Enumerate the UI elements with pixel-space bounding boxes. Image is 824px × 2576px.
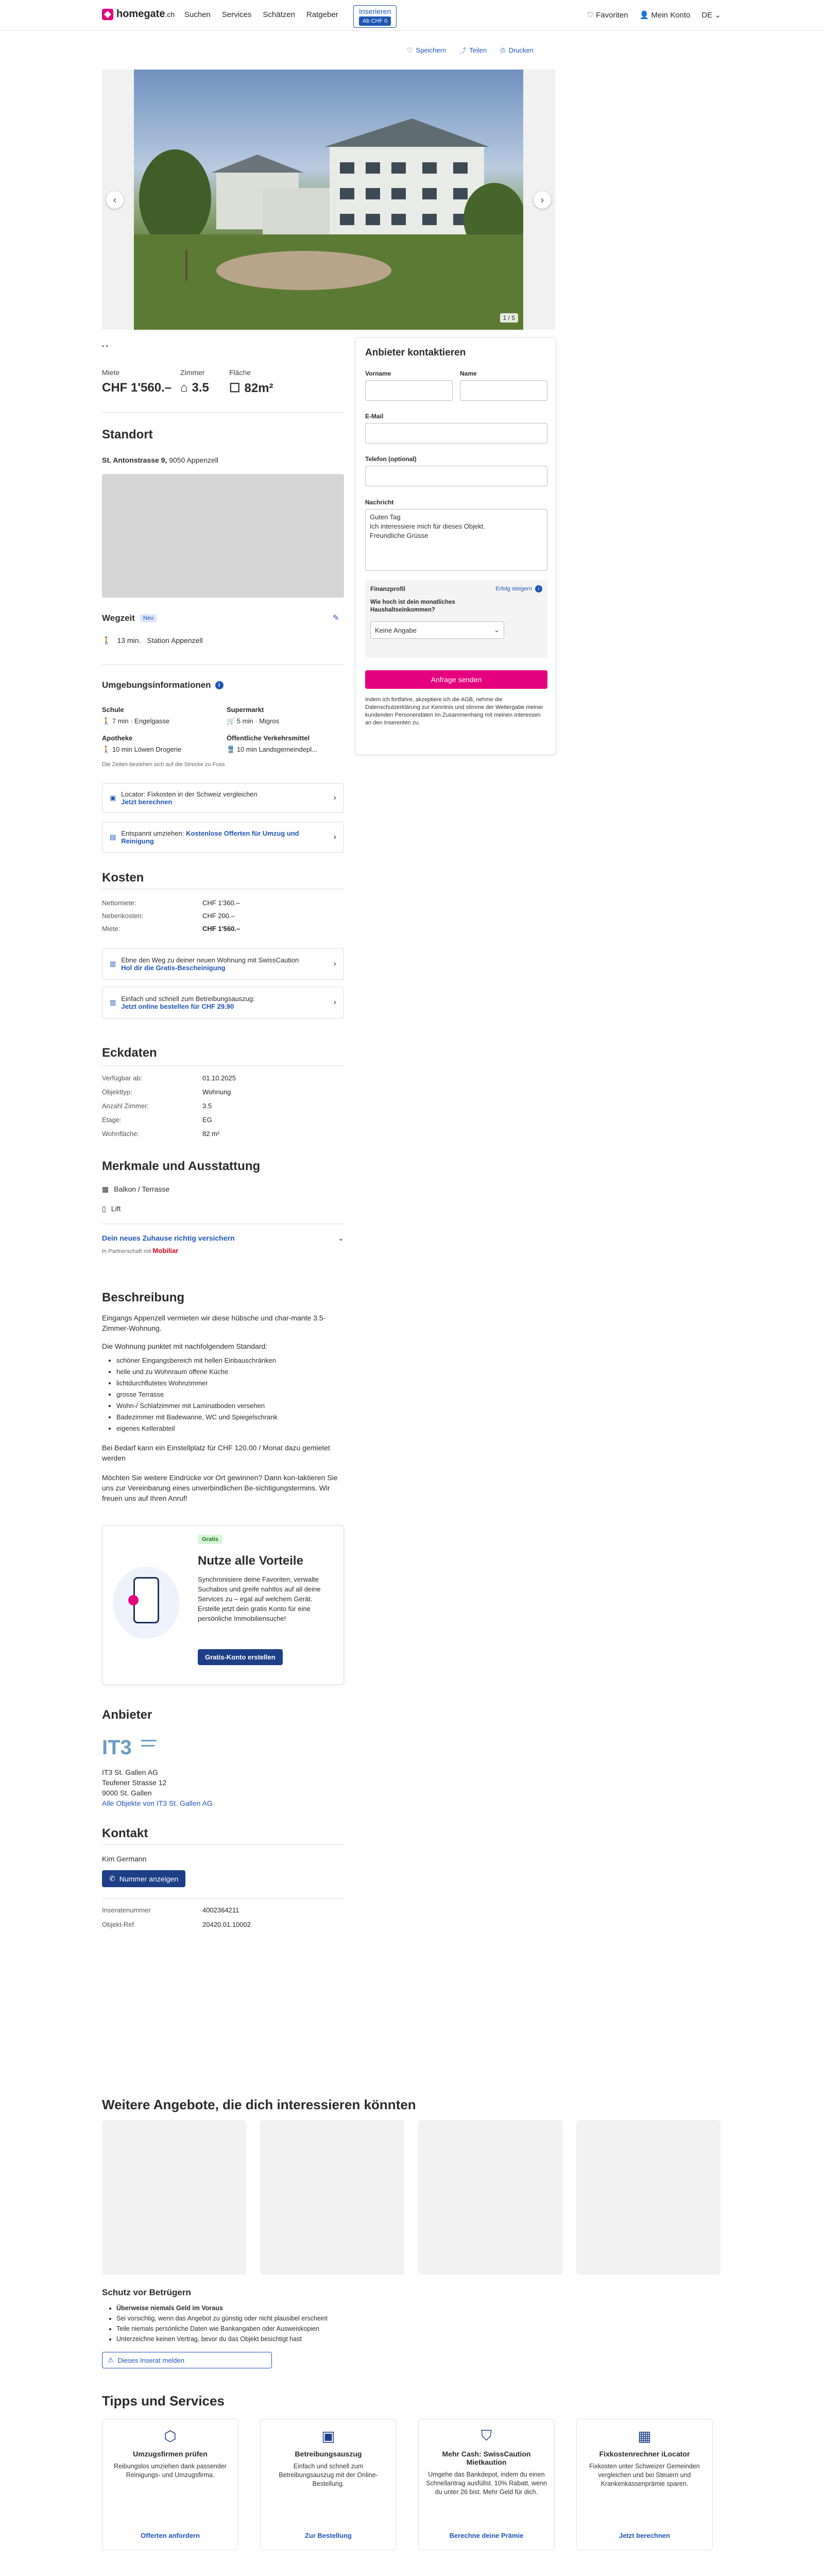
- user-icon: 👤: [639, 11, 649, 20]
- offer-placeholder[interactable]: [576, 2120, 720, 2275]
- promo-link: Hol dir die Gratis-Bescheinigung: [121, 964, 226, 972]
- promo-link: Jetzt berechnen: [121, 798, 173, 806]
- pharmacy-label: Apotheke: [102, 734, 133, 742]
- account-link[interactable]: [640, 10, 691, 20]
- gallery-dots[interactable]: • •: [102, 343, 108, 350]
- service-title: Umzugsfirmen prüfen: [133, 2450, 208, 2458]
- school-value: 7 min · Engelgasse: [112, 717, 170, 725]
- detail-label: Etage:: [102, 1116, 122, 1124]
- divider: [102, 1065, 344, 1066]
- contact-title: Kontakt: [102, 1826, 148, 1840]
- fraud-tip: • Sei vorsichtig, wenn das Angebot zu günstig oder nicht plausibel erscheint: [116, 2313, 328, 2324]
- detail-label: Anzahl Zimmer:: [102, 1102, 149, 1110]
- promo-text: Ebne den Weg zu deiner neuen Wohnung mit SwissCaution: [121, 956, 299, 964]
- save-button[interactable]: [407, 45, 446, 55]
- info-icon[interactable]: i: [215, 681, 224, 689]
- language-label: DE: [701, 11, 713, 20]
- commute-header: [102, 613, 157, 623]
- firstname-label: Vorname: [365, 370, 391, 377]
- detail-row: [102, 1074, 344, 1082]
- promo-text: Locator: Fixkosten in der Schweiz vergleichen: [121, 790, 258, 798]
- feature-item: [102, 1205, 121, 1213]
- report-label: Dieses Inserat melden: [117, 2356, 184, 2364]
- surroundings-note: Die Zeiten beziehen sich auf die Strecke zu Fuss: [102, 761, 225, 768]
- cost-value: CHF 1'360.–: [202, 899, 240, 907]
- walking-icon: 🚶: [102, 636, 111, 645]
- services-title: Tipps und Services: [102, 2393, 225, 2409]
- detail-row: [102, 1102, 344, 1110]
- promo-link: Jetzt online bestellen für CHF 29.90: [121, 1003, 234, 1010]
- gallery-prev-button[interactable]: [106, 191, 124, 209]
- bullet-item: • lichtdurchflutetes Wohnzimmer: [116, 1378, 278, 1389]
- promo-card-text: [121, 829, 328, 845]
- listing-actions: [407, 45, 534, 55]
- promo-card-text: [121, 995, 254, 1010]
- service-title: Betreibungsauszug: [295, 2450, 362, 2458]
- service-link[interactable]: Zur Bestellung: [304, 2532, 352, 2539]
- balcony-icon: ▦: [102, 1185, 109, 1193]
- brand-suffix: .ch: [165, 10, 175, 19]
- promo-text: Einfach und schnell zum Betreibungsauszug:: [121, 995, 255, 1003]
- chevron-left-icon: ‹: [113, 194, 116, 205]
- promo-card-text: [121, 790, 257, 806]
- feature-label: Balkon / Terrasse: [114, 1185, 170, 1193]
- location-title: Standort: [102, 428, 153, 442]
- pharmacy-row: [102, 745, 181, 754]
- lastname-label: Name: [460, 370, 477, 377]
- provider-street: Teufener Strasse 12: [102, 1778, 167, 1787]
- finance-profile: [365, 580, 547, 657]
- income-select[interactable]: [370, 621, 504, 639]
- service-link[interactable]: Offerten anfordern: [141, 2532, 200, 2539]
- finance-link-label: Erfolg steigern: [495, 586, 532, 592]
- detail-row: [102, 1130, 344, 1138]
- service-link[interactable]: Jetzt berechnen: [619, 2532, 670, 2539]
- commute-row: [102, 636, 203, 645]
- new-badge: Neu: [140, 614, 157, 622]
- info-icon: i: [535, 585, 542, 592]
- address-city: 9050 Appenzell: [169, 456, 218, 464]
- promo-link: Kostenlose Offerten für Umzug und Reinigung: [121, 829, 299, 845]
- pharmacy-value: 10 min Löwen Drogerie: [112, 745, 182, 753]
- email-label: E-Mail: [365, 413, 384, 420]
- advantages-title: Nutze alle Vorteile: [198, 1554, 303, 1568]
- surroundings-title: Umgebungsinformationen: [102, 680, 211, 690]
- service-card[interactable]: [260, 2419, 397, 2550]
- email-input[interactable]: [365, 423, 547, 444]
- save-label: Speichern: [416, 46, 447, 54]
- detail-label: Wohnfläche:: [102, 1130, 140, 1138]
- description-standard: Die Wohnung punktet mit nachfolgendem Standard:: [102, 1342, 268, 1350]
- promo-card-debt-extract[interactable]: [102, 987, 344, 1019]
- promo-card-text: [121, 956, 299, 972]
- provider-title: Anbieter: [102, 1708, 152, 1722]
- keyfig-area: [229, 368, 273, 396]
- detail-value: 01.10.2025: [202, 1074, 236, 1082]
- walking-icon: 🚶: [102, 745, 111, 753]
- nav-item-services[interactable]: Services: [221, 10, 252, 19]
- market-label: Supermarkt: [227, 706, 264, 714]
- house-icon: ⌂: [180, 381, 188, 395]
- school-row: [102, 717, 169, 725]
- cart-icon: 🛒: [227, 717, 235, 725]
- bullet-item: • eigenes Kellerabteil: [116, 1423, 278, 1434]
- object-ref: 20420.01.10002: [202, 1921, 251, 1928]
- create-account-button[interactable]: Gratis-Konto erstellen: [198, 1649, 283, 1665]
- detail-label: Verfügbar ab:: [102, 1074, 143, 1082]
- commute-time: 13 min.: [117, 636, 141, 645]
- school-label: Schule: [102, 706, 124, 714]
- chevron-down-icon: ⌄: [338, 1234, 344, 1242]
- phone-input[interactable]: [365, 466, 547, 486]
- chevron-right-icon: ›: [541, 194, 544, 205]
- insert-listing-button[interactable]: [353, 5, 397, 28]
- rooms-value: 3.5: [192, 381, 209, 395]
- service-text: Reibungslos umziehen dank passender Reinigungs- und Umzugsfirma.: [114, 2463, 227, 2479]
- feature-label: Lift: [111, 1205, 121, 1213]
- object-ref-label: Objekt-Ref.: [102, 1921, 136, 1928]
- nav-item-advisor[interactable]: Ratgeber: [306, 10, 338, 19]
- description-contact: Möchten Sie weitere Eindrücke vor Ort gewinnen? Dann kon-taktieren Sie uns zur Vereinbarung eines unverbindlichen Be-sichtigungstermins. Wir freuen uns auf Ihren Anruf!: [102, 1473, 338, 1502]
- chevron-right-icon: ›: [333, 793, 336, 802]
- provider-listings-link[interactable]: Alle Objekte von IT3 St. Gallen AG: [102, 1799, 213, 1807]
- keyfig-rooms: [180, 368, 209, 395]
- address-street: St. Antonstrasse 9,: [102, 456, 167, 464]
- finance-link[interactable]: [495, 585, 542, 592]
- advantages-card: [102, 1525, 344, 1685]
- cost-row: [102, 912, 344, 920]
- apartment-building-photo: [134, 70, 523, 330]
- header-right: [587, 10, 722, 20]
- lastname-input[interactable]: [460, 380, 547, 401]
- brand-name: homegate: [116, 8, 165, 20]
- fraud-tip: • Unterzeichne keinen Vertrag, bevor du das Objekt besichtigt hast: [116, 2334, 328, 2344]
- service-text: Fixkosten unter Schweizer Gemeinden vergleichen und bei Steuern und Krankenkassenprämie sparen.: [589, 2463, 700, 2487]
- description-intro: Eingangs Appenzell vermieten wir diese hübsche und char-mante 3.5-Zimmer-Wohnung.: [102, 1314, 326, 1332]
- advantages-text: Synchronisiere deine Favoriten, verwalte Suchabos und greife nahtlos auf all deine Services zu – egal auf welchem Gerät. Erstelle jetzt dein gratis Konto für eine persönliche Immobiliensuche!: [198, 1575, 321, 1622]
- commute-title: Wegzeit: [102, 613, 135, 623]
- bullet-item: • Badezimmer mit Badewanne, WC und Spiegelschrank: [116, 1412, 278, 1423]
- legal-text: Indem ich fortfahre, akzeptiere ich die AGB, nehme die Datenschutzerklärung zur Kenntnis und stimme der Weitergabe meiner kundenden Personendaten im Zusammenhang mit meinen Interessen an den Inserenten zu.: [365, 697, 543, 726]
- area-value: 82m²: [244, 381, 273, 395]
- bullet-item: • Wohn-/ Schlafzimmer mit Laminatboden versehen: [116, 1400, 278, 1412]
- contact-form-title: Anbieter kontaktieren: [365, 347, 466, 358]
- fraud-tip: • Teile niemals persönliche Daten wie Bankangaben oder Ausweiskopien: [116, 2324, 328, 2334]
- box-icon: ⬡: [164, 2428, 177, 2444]
- cost-label: Nettomiete:: [102, 899, 136, 907]
- truck-icon: ▤: [110, 833, 116, 841]
- walking-icon: 🚶: [102, 717, 111, 725]
- finance-title: Finanzprofil: [370, 585, 405, 592]
- detail-value: 82 m²: [202, 1130, 220, 1138]
- detail-value: Wohnung: [202, 1088, 231, 1096]
- description-bullets: [116, 1355, 278, 1434]
- insurance-link: Dein neues Zuhause richtig versichern: [102, 1234, 235, 1242]
- print-button[interactable]: [500, 45, 534, 55]
- phone-icon: ✆: [109, 1874, 115, 1883]
- provider-name: IT3 St. Gallen AG: [102, 1768, 158, 1776]
- document-icon: ▥: [110, 960, 116, 968]
- details-title: Eckdaten: [102, 1046, 157, 1060]
- fraud-tip: • Überweise niemals Geld im Voraus: [116, 2303, 328, 2313]
- warning-icon: ⚠: [108, 2356, 114, 2364]
- detail-value: EG: [202, 1116, 212, 1124]
- homegate-logo[interactable]: [102, 8, 175, 20]
- promo-card-locator[interactable]: [102, 783, 344, 813]
- feature-item: [102, 1185, 169, 1194]
- rent-value: CHF 1'560.–: [102, 381, 172, 395]
- listing-number-label: Inseratenummer: [102, 1906, 151, 1914]
- favorites-link[interactable]: [587, 10, 628, 20]
- send-request-button[interactable]: Anfrage senden: [365, 670, 547, 689]
- chevron-right-icon: ›: [333, 959, 336, 968]
- cost-value: CHF 1'560.–: [202, 925, 241, 933]
- surroundings-header: [102, 680, 224, 690]
- contact-form: [355, 337, 556, 755]
- location-map[interactable]: [102, 474, 344, 598]
- show-number-label: Nummer anzeigen: [119, 1874, 179, 1883]
- firstname-input[interactable]: [365, 380, 453, 401]
- provider-logo: [102, 1734, 159, 1759]
- chevron-down-icon: ⌄: [714, 11, 721, 20]
- detail-row: [102, 1088, 344, 1096]
- partner-label: In Partnerschaft mit: [102, 1248, 151, 1255]
- commute-destination: Station Appenzell: [147, 636, 203, 645]
- share-label: Teilen: [469, 46, 487, 54]
- partner-row: [102, 1247, 178, 1255]
- message-label: Nachricht: [365, 499, 394, 506]
- service-card[interactable]: [418, 2419, 555, 2550]
- image-gallery: [102, 70, 555, 330]
- fraud-tips: [116, 2303, 328, 2344]
- favorites-label: Favoriten: [596, 11, 628, 20]
- gallery-next-button[interactable]: [534, 191, 551, 209]
- more-offers-title: Weitere Angebote, die dich interessieren könnten: [102, 2097, 416, 2112]
- phone-label: Telefon (optional): [365, 455, 417, 463]
- promo-text: Entspannt umziehen:: [121, 829, 184, 837]
- bullet-item: • helle und zu Wohnraum offene Küche: [116, 1366, 278, 1378]
- income-question: Wie hoch ist dein monatliches Haushaltseinkommen?: [370, 599, 455, 613]
- account-label: Mein Konto: [651, 11, 691, 20]
- service-card[interactable]: [102, 2419, 238, 2550]
- share-button[interactable]: [459, 45, 487, 55]
- gallery-counter: 1 / 5: [500, 313, 518, 323]
- phone-illustration: [113, 1567, 180, 1639]
- nav-item-estimate[interactable]: Schätzen: [263, 10, 295, 19]
- cost-label: Nebenkosten:: [102, 912, 144, 920]
- heart-icon: ♡: [587, 11, 594, 20]
- transport-label: Öffentliche Verkehrsmittel: [227, 734, 310, 742]
- chevron-right-icon: ›: [333, 833, 336, 841]
- bullet-item: • grosse Terrasse: [116, 1389, 278, 1400]
- svg-text:IT3: IT3: [102, 1736, 132, 1759]
- description-parking: Bei Bedarf kann ein Einstellplatz für CHF 120.00 / Monat dazu gemietet werden: [102, 1444, 330, 1462]
- description-title: Beschreibung: [102, 1291, 185, 1304]
- service-title: Fixkostenrechner iLocator: [599, 2450, 690, 2458]
- calculator-icon: ▣: [110, 794, 116, 802]
- market-value: 5 min · Migros: [236, 717, 280, 725]
- cost-value: CHF 200.–: [202, 912, 235, 920]
- insurance-accordion[interactable]: [102, 1234, 344, 1243]
- listing-photo[interactable]: [134, 70, 523, 330]
- offer-placeholder[interactable]: [260, 2120, 404, 2275]
- document-icon: ▥: [110, 998, 116, 1006]
- detail-label: Objekttyp:: [102, 1088, 132, 1096]
- listing-number-row: [102, 1906, 344, 1914]
- insert-label: Inserieren: [359, 7, 391, 15]
- calculator-icon: ▦: [638, 2428, 651, 2444]
- offer-placeholder[interactable]: [102, 2120, 246, 2275]
- report-listing-button[interactable]: [102, 2352, 272, 2368]
- print-label: Drucken: [508, 46, 534, 54]
- detail-value: 3.5: [202, 1102, 212, 1110]
- service-text: Einfach und schnell zum Betreibungsauszug mit der Online-Bestellung.: [279, 2463, 378, 2487]
- transport-value: 10 min Landsgemeindepl...: [236, 745, 317, 753]
- service-text: Umgehe das Bankdepot, indem du einen Schnellantrag ausfüllst. 10% Rabatt, wenn du unter 26 bist. Mehr Geld für dich.: [426, 2471, 547, 2496]
- cost-label: Miete:: [102, 925, 121, 933]
- chevron-down-icon: ⌄: [494, 626, 500, 634]
- chevron-right-icon: ›: [333, 998, 336, 1007]
- promo-card-swisscaution[interactable]: [102, 948, 344, 980]
- cost-row-total: [102, 925, 344, 933]
- shield-icon: ⛉: [480, 2428, 492, 2444]
- elevator-icon: ▯: [102, 1205, 106, 1213]
- train-icon: 🚆: [227, 745, 235, 753]
- listing-number: 4002364211: [202, 1906, 239, 1914]
- service-link[interactable]: Berechne deine Prämie: [449, 2532, 524, 2539]
- object-ref-row: [102, 1921, 344, 1928]
- main-nav: [184, 10, 338, 19]
- cost-row: [102, 899, 344, 907]
- transport-row: [227, 745, 317, 754]
- offer-placeholder[interactable]: [418, 2120, 562, 2275]
- divider: [102, 1844, 344, 1845]
- message-textarea[interactable]: Guten Tag Ich interessiere mich für dieses Objekt. Freundliche Grüsse: [365, 509, 547, 571]
- heart-icon: ♡: [407, 46, 413, 54]
- income-select-value: Keine Angabe: [375, 626, 417, 634]
- features-title: Merkmale und Ausstattung: [102, 1159, 261, 1173]
- show-number-button[interactable]: [102, 1870, 185, 1887]
- printer-icon: ⎙: [500, 46, 506, 54]
- insert-price-badge: Ab CHF 0: [359, 16, 391, 26]
- nav-item-search[interactable]: Suchen: [184, 10, 211, 19]
- mobiliar-logo: Mobiliar: [152, 1247, 179, 1255]
- rent-label: Miete: [102, 368, 120, 377]
- divider: [102, 412, 344, 413]
- service-card[interactable]: [576, 2419, 713, 2550]
- document-icon: ▣: [321, 2428, 335, 2444]
- keyfig-rent: [102, 368, 171, 395]
- service-title: Mehr Cash: SwissCaution Mietkaution: [442, 2450, 531, 2466]
- rooms-label: Zimmer: [180, 368, 205, 377]
- provider-city: 9000 St. Gallen: [102, 1789, 152, 1797]
- provider-address: [102, 1767, 213, 1808]
- area-label: Fläche: [229, 368, 251, 377]
- square-icon: ☐: [229, 381, 241, 395]
- address: [102, 456, 218, 464]
- share-icon: ⤴: [459, 47, 467, 55]
- free-badge: Gratis: [198, 1535, 222, 1544]
- edit-commute-icon[interactable]: ✎: [333, 614, 339, 622]
- costs-title: Kosten: [102, 871, 144, 885]
- bullet-item: • schöner Eingangsbereich mit hellen Einbauschränken: [116, 1355, 278, 1366]
- fraud-title: Schutz vor Betrügern: [102, 2287, 191, 2297]
- promo-card-moving[interactable]: [102, 822, 344, 853]
- language-select[interactable]: [701, 10, 721, 20]
- contact-person: Kim Germann: [102, 1855, 147, 1863]
- site-header: [0, 0, 824, 31]
- detail-row: [102, 1116, 344, 1124]
- logo-mark-icon: [102, 9, 113, 20]
- market-row: [227, 717, 279, 725]
